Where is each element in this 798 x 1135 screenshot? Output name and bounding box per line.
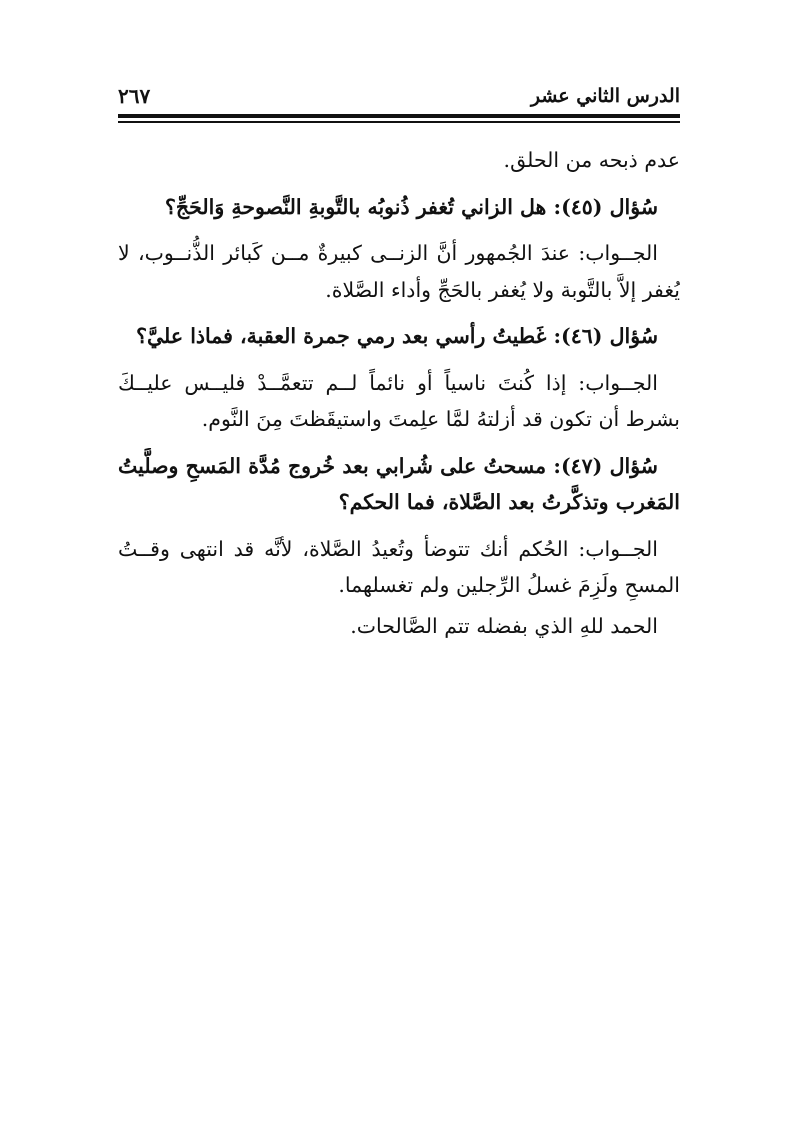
closing-line: الحمد للهِ الذي بفضله تتم الصَّالحات. <box>350 613 658 638</box>
question-47-line-1: سُؤال (٤٧): مسحتُ على شُرابي بعد خُروج مُدَّة المَسحِ وصلَّيتُ <box>118 453 658 478</box>
running-title: الدرس الثاني عشر <box>530 85 680 107</box>
header-rule-thick <box>118 114 680 118</box>
page-header <box>118 84 680 118</box>
header-rule-thin <box>118 121 680 123</box>
answer-47-line-2: المسحِ ولَزِمَ غسلُ الرِّجلين ولم تغسلهما. <box>338 573 680 597</box>
question-47-line-2: المَغرب وتذكَّرتُ بعد الصَّلاة، فما الحكم؟ <box>338 490 680 514</box>
page-number: ٢٦٧ <box>118 84 151 108</box>
question-45: سُؤال (٤٥): هل الزاني تُغفر ذُنوبُه بالتَّوبةِ النَّصوحةِ وَالحَجِّ؟ <box>165 194 658 219</box>
answer-45-line-1: الجــواب: عندَ الجُمهور أنَّ الزنــى كبيرةٌ مــن كَبائر الذُّنــوب، لا <box>118 241 658 265</box>
question-46: سُؤال (٤٦): غَطيتُ رأسي بعد رمي جمرة العقبة، فماذا عليَّ؟ <box>136 324 658 348</box>
intro-line: عدم ذبحه من الحلق. <box>503 148 680 172</box>
answer-46-line-1: الجــواب: إذا كُنتَ ناسياً أو نائماً لــم تتعمَّــدْ فليــس عليــكَ <box>118 370 658 395</box>
answer-46-line-2: بشرط أن تكون قد أزلتهُ لمَّا علِمتَ واستيقَظتَ مِنَ النَّوم. <box>201 407 680 431</box>
page-body <box>118 142 680 644</box>
answer-45-line-2: يُغفر إلاَّ بالتَّوبة ولا يُغفر بالحَجِّ وأداء الصَّلاة. <box>325 277 680 302</box>
answer-47-line-1: الجــواب: الحُكم أنك تتوضأ وتُعيدُ الصَّلاة، لأنَّه قد انتهى وقــتُ <box>118 536 658 561</box>
